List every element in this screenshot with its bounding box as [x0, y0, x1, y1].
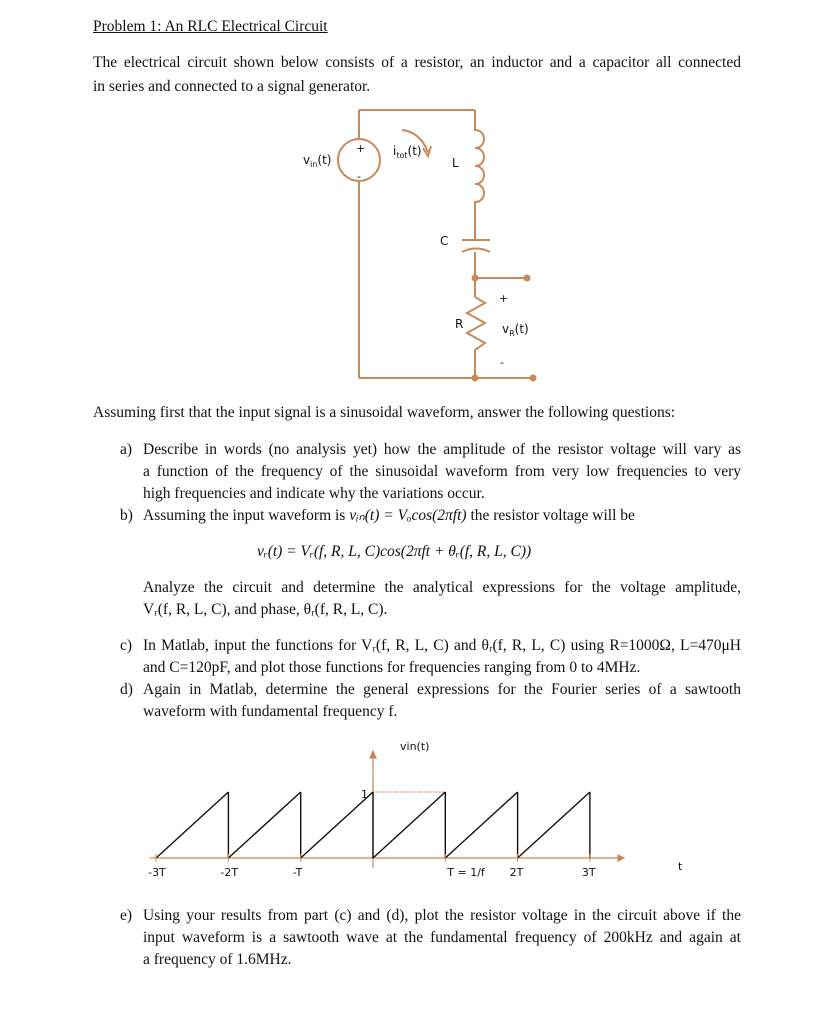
peak-label: 1	[361, 788, 368, 801]
x-tick-label: -3T	[148, 866, 166, 879]
terminal	[530, 375, 537, 382]
inductor-label: L	[452, 156, 459, 170]
v-axis-arrow	[370, 751, 376, 758]
terminal	[524, 275, 531, 282]
item-b-line: Vᵣ(f, R, L, C), and phase, θᵣ(f, R, L, C).	[143, 601, 388, 618]
capacitor-label: C	[440, 234, 449, 248]
item-e-line: a frequency of 1.6MHz.	[143, 951, 292, 968]
x-tick-label: T = 1/f	[447, 866, 485, 879]
assuming-text: Assuming first that the input signal is a sinusoidal waveform, answer the following questions:	[93, 404, 676, 421]
x-tick-label: 3T	[581, 866, 596, 879]
item-a-line: Describe in words (no analysis yet) how the amplitude of the resistor voltage will vary as	[143, 441, 741, 458]
resistor-label: R	[455, 317, 464, 331]
itot-label: $i_{tot}(t)$	[393, 144, 422, 160]
rlc-circuit-diagram	[0, 0, 831, 400]
item-b-line: Analyze the circuit and determine the analytical expressions for the voltage amplitude,	[143, 579, 741, 596]
plus-sign: +	[356, 142, 366, 155]
vin-label: $v_{in}(t)$	[303, 153, 332, 169]
intro-line: The electrical circuit shown below consists of a resistor, an inductor and a capacitor all connected	[93, 54, 741, 71]
item-e-line: input waveform is a sawtooth wave at the fundamental frequency of 200kHz and again at	[143, 929, 741, 946]
item-letter: c)	[120, 637, 133, 654]
problem-title: Problem 1: An RLC Electrical Circuit	[93, 18, 328, 35]
item-letter: d)	[120, 681, 133, 698]
item-d-line: Again in Matlab, determine the general expressions for the Fourier series of a sawtooth	[143, 681, 741, 698]
intro-line: in series and connected to a signal generator.	[93, 78, 371, 95]
item-letter: a)	[120, 441, 133, 458]
x-axis-label: t	[678, 860, 683, 873]
x-tick-label: 2T	[509, 866, 524, 879]
x-tick-label: -2T	[220, 866, 239, 879]
item-c-line: In Matlab, input the functions for Vᵣ(f, R, L, C) and θᵣ(f, R, L, C) using R=1000Ω, L=470μH	[143, 637, 741, 654]
resistor	[467, 297, 485, 378]
plus-sign: +	[499, 292, 509, 305]
node	[472, 275, 479, 282]
item-b-line: Assuming the input waveform is vᵢₙ(t) = Vₒcos(2πft) the resistor voltage will be	[143, 507, 635, 524]
vr-equation: vᵣ(t) = Vᵣ(f, R, L, C)cos(2πft + θᵣ(f, R, L, C))	[257, 543, 532, 560]
sawtooth-segment	[156, 792, 228, 858]
item-letter: b)	[120, 507, 133, 524]
item-c-line: and C=120pF, and plot those functions for frequencies ranging from 0 to 4MHz.	[143, 659, 641, 676]
inductor	[475, 110, 484, 240]
item-a-line: a function of the frequency of the sinusoidal waveform from very low frequencies to very	[143, 463, 741, 480]
sawtooth-segment	[301, 792, 373, 858]
sawtooth-segment	[228, 792, 300, 858]
vin-expression: vᵢₙ(t) = Vₒcos(2πft)	[349, 507, 467, 524]
minus-sign: -	[500, 356, 504, 369]
sawtooth-segment	[445, 792, 517, 858]
item-letter: e)	[120, 907, 133, 924]
y-axis-label: vin(t)	[400, 740, 430, 753]
item-d-line: waveform with fundamental frequency f.	[143, 703, 398, 720]
item-a-line: high frequencies and indicate why the variations occur.	[143, 485, 485, 502]
node	[472, 375, 479, 382]
capacitor-plate	[462, 249, 490, 253]
minus-sign: -	[357, 170, 361, 183]
item-e-line: Using your results from part (c) and (d), plot the resistor voltage in the circuit above if the	[143, 907, 741, 924]
t-axis-arrow	[618, 855, 624, 861]
x-tick-label: -T	[292, 866, 303, 879]
sawtooth-chart	[0, 730, 831, 890]
vr-label: $v_R(t)$	[502, 322, 529, 338]
sawtooth-segment	[518, 792, 590, 858]
sawtooth-segment	[373, 792, 445, 858]
